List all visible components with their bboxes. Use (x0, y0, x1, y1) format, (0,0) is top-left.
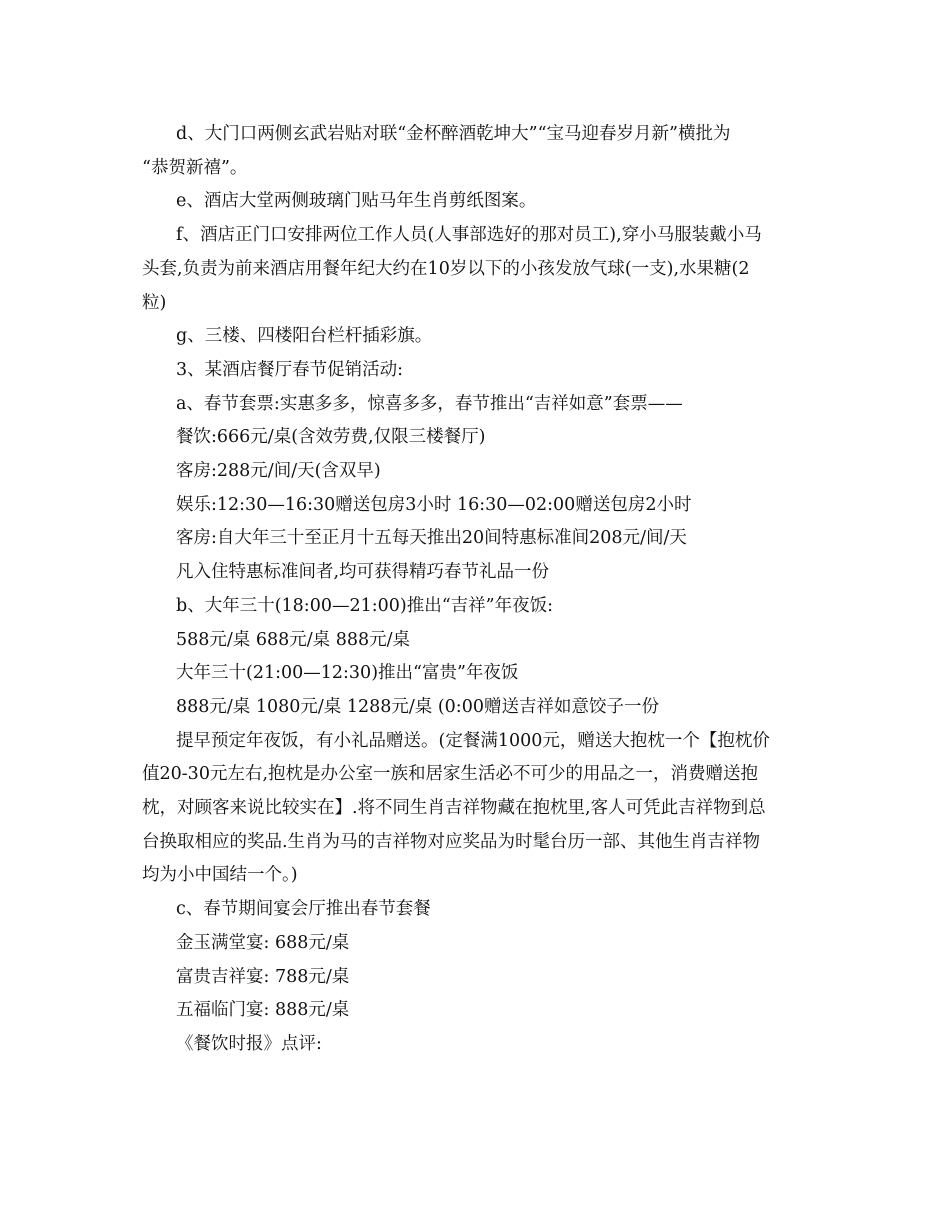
text-line: 《餐饮时报》点评: (176, 1033, 322, 1054)
text-line: 大年三十(21:00—12:30)推出“富贵”年夜饭 (176, 663, 519, 684)
text-line: 588元/桌 688元/桌 888元/桌 (176, 629, 411, 650)
text-line: b、大年三十(18:00—21:00)推出“吉祥”年夜饭: (176, 595, 554, 616)
text-line: “恭贺新禧”。 (142, 157, 248, 178)
text-line: 均为小中国结一个。) (142, 865, 298, 886)
text-line: 提早预定年夜饭，有小礼品赠送。(定餐满1000元，赠送大抱枕一个【抱枕价 (176, 730, 770, 751)
text-line: e、酒店大堂两侧玻璃门贴马年生肖剪纸图案。 (176, 191, 537, 212)
text-line: 粒) (142, 292, 167, 313)
text-line: a、春节套票:实惠多多，惊喜多多，春节推出“吉祥如意”套票—— (176, 393, 683, 414)
text-line: d、大门口两侧玄武岩贴对联“金杯醉酒乾坤大”“宝马迎春岁月新”横批为 (176, 124, 731, 144)
text-line: f、酒店正门口安排两位工作人员(人事部选好的那对员工),穿小马服装戴小马 (176, 225, 762, 246)
text-line: 台换取相应的奖品.生肖为马的吉祥物对应奖品为时髦台历一部、其他生肖吉祥物 (142, 831, 761, 852)
text-line: 凡入住特惠标准间者,均可获得精巧春节礼品一份 (176, 562, 550, 583)
text-line: 枕，对顾客来说比较实在】.将不同生肖吉祥物藏在抱枕里,客人可凭此吉祥物到总 (142, 798, 766, 819)
text-line: 3、某酒店餐厅春节促销活动: (176, 359, 404, 380)
text-line: 客房:288元/间/天(含双早) (176, 461, 381, 482)
text-line: 餐饮:666元/桌(含效劳费,仅限三楼餐厅) (176, 427, 486, 448)
text-line: 值20-30元左右,抱枕是办公室一族和居家生活必不可少的用品之一，消费赠送抱 (142, 764, 759, 785)
text-line: 富贵吉祥宴: 788元/桌 (176, 966, 350, 987)
text-line: 888元/桌 1080元/桌 1288元/桌 (0:00赠送吉祥如意饺子一份 (176, 696, 659, 717)
text-line: g、三楼、四楼阳台栏杆插彩旗。 (176, 326, 433, 347)
text-line: 客房:自大年三十至正月十五每天推出20间特惠标准间208元/间/天 (176, 528, 687, 549)
text-line: 头套,负责为前来酒店用餐年纪大约在10岁以下的小孩发放气球(一支),水果糖(2 (142, 258, 750, 279)
text-line: c、春节期间宴会厅推出春节套餐 (176, 899, 431, 920)
text-line: 娱乐:12:30—16:30赠送包房3小时 16:30—02:00赠送包房2小时 (176, 494, 692, 515)
document-body (142, 118, 812, 1062)
text-line: 五福临门宴: 888元/桌 (176, 1000, 350, 1021)
text-line: 金玉满堂宴: 688元/桌 (176, 932, 350, 953)
